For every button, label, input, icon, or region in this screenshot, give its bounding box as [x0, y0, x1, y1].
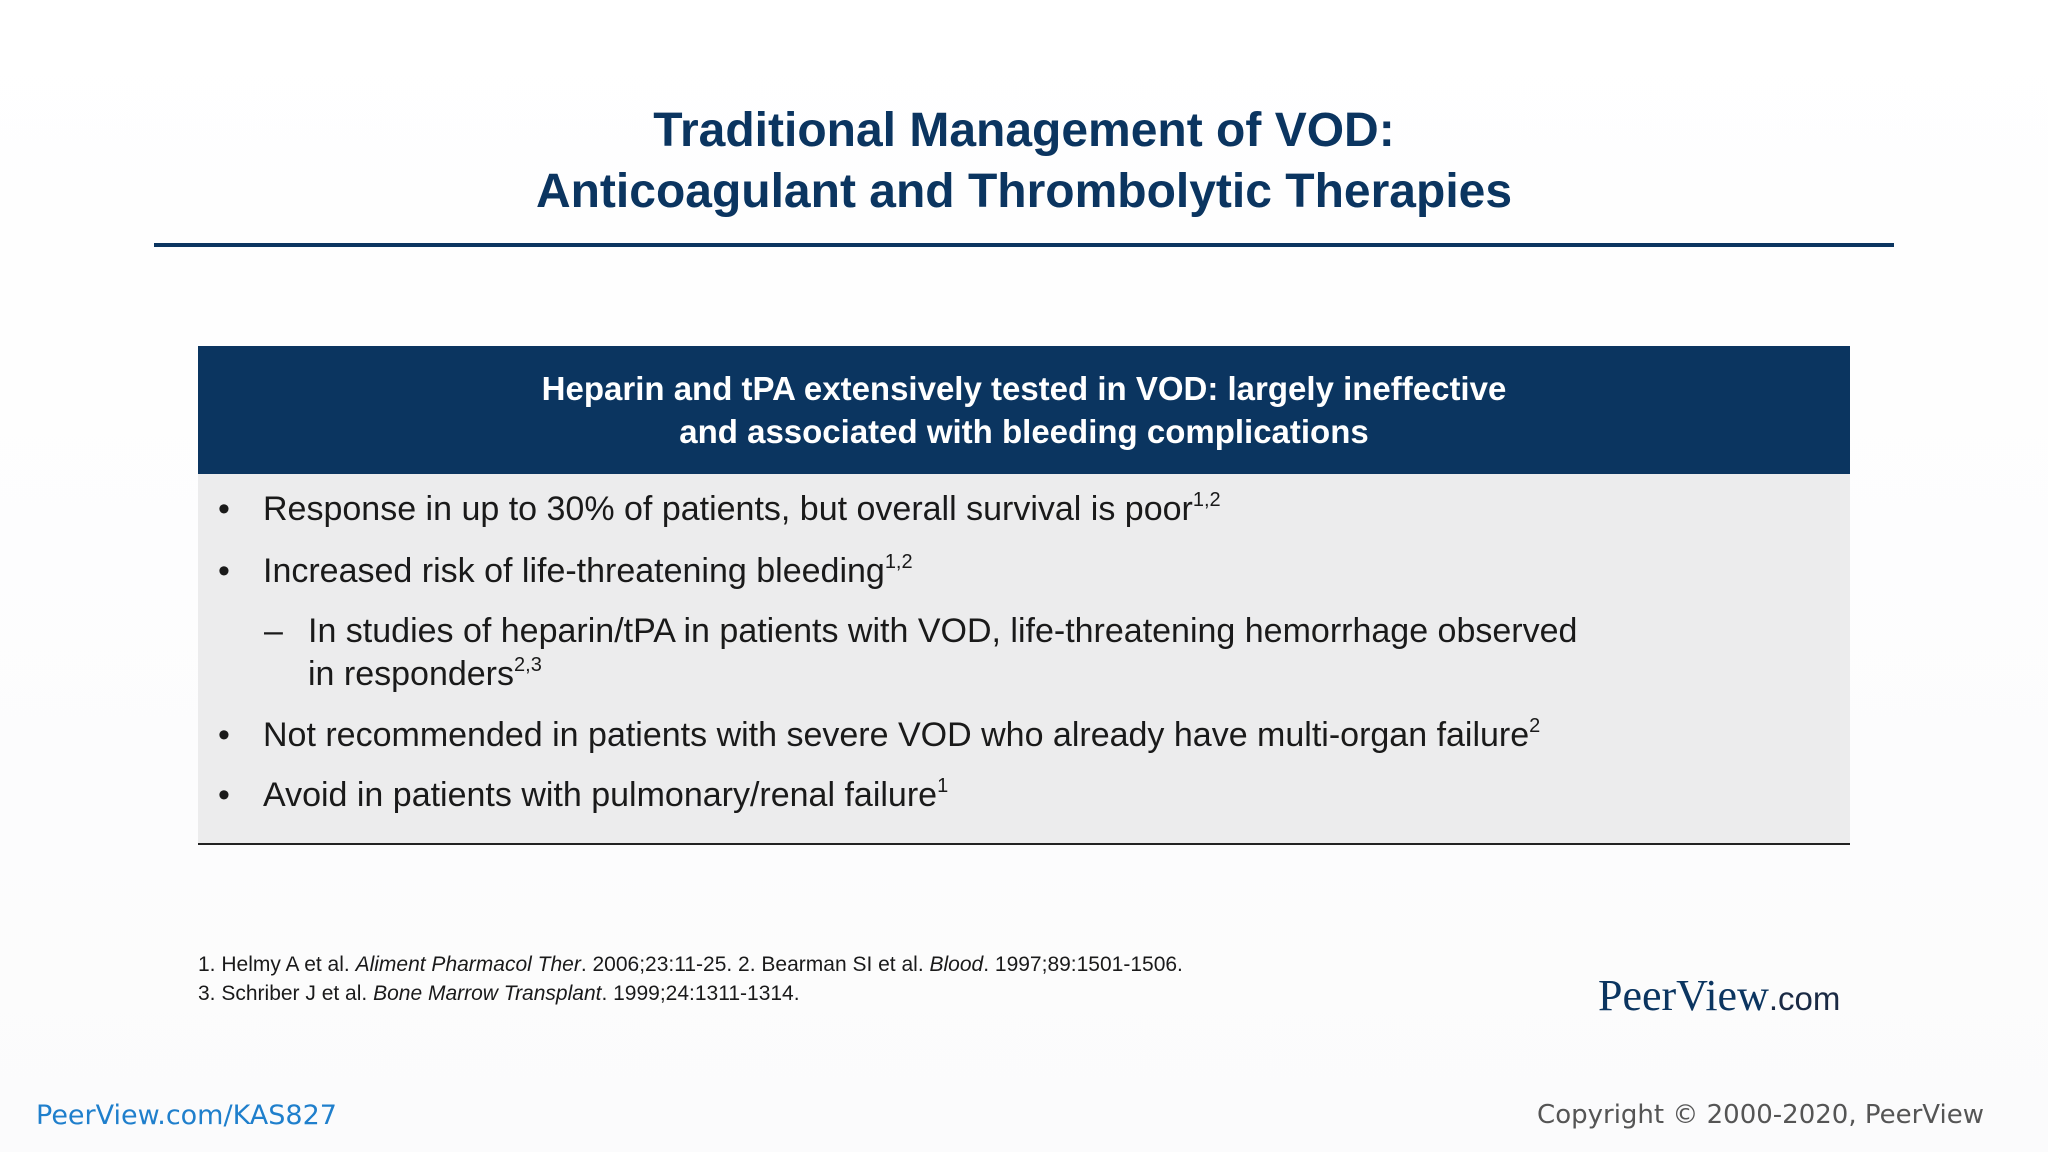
program-link[interactable]: PeerView.com/KAS827: [36, 1100, 337, 1131]
copyright-text: Copyright © 2000-2020, PeerView: [1537, 1100, 1984, 1130]
content-box: [198, 346, 1850, 845]
dash-icon: –: [264, 612, 283, 650]
peerview-logo: [1598, 970, 1848, 1018]
box-header-line-1: Heparin and tPA extensively tested in VOD: largely ineffective: [541, 370, 1507, 407]
bullet-citation: 2: [1529, 715, 1541, 737]
bullet-citation: 1: [937, 775, 949, 797]
sub-item-line-2: in responders: [308, 655, 515, 693]
logo-name: PeerView: [1598, 971, 1769, 1020]
box-header: [198, 346, 1850, 474]
bullet-text: Increased risk of life-threatening bleeding: [263, 552, 885, 590]
reference-line-1: 1. Helmy A et al. Aliment Pharmacol Ther. 2006;23:11-25. 2. Bearman SI et al. Blood. 1997;89:1501-1506.: [198, 953, 1183, 976]
bullet-icon: •: [218, 490, 230, 528]
bullet-citation: 1,2: [1192, 489, 1221, 511]
title-divider: [154, 243, 1894, 247]
bullet-citation: 1,2: [884, 551, 913, 573]
logo-suffix: .com: [1768, 980, 1841, 1017]
bullet-text: Avoid in patients with pulmonary/renal failure: [263, 776, 938, 814]
bullet-text: Not recommended in patients with severe VOD who already have multi-organ failure: [263, 716, 1530, 754]
bullet-icon: •: [218, 552, 230, 590]
box-header-line-2: and associated with bleeding complications: [679, 413, 1369, 450]
title-line-1: Traditional Management of VOD:: [653, 104, 1395, 157]
sub-item-citation: 2,3: [514, 654, 542, 676]
slide-title: [0, 100, 2048, 222]
bullet-icon: •: [218, 776, 230, 814]
reference-line-2: 3. Schriber J et al. Bone Marrow Transplant. 1999;24:1311-1314.: [198, 982, 800, 1005]
bullet-icon: •: [218, 716, 230, 754]
sub-item-line-1: In studies of heparin/tPA in patients with VOD, life-threatening hemorrhage observed: [308, 612, 1578, 650]
references: [198, 950, 1398, 1008]
bullet-text: Response in up to 30% of patients, but overall survival is poor: [263, 490, 1193, 528]
title-line-2: Anticoagulant and Thrombolytic Therapies: [535, 165, 1513, 218]
